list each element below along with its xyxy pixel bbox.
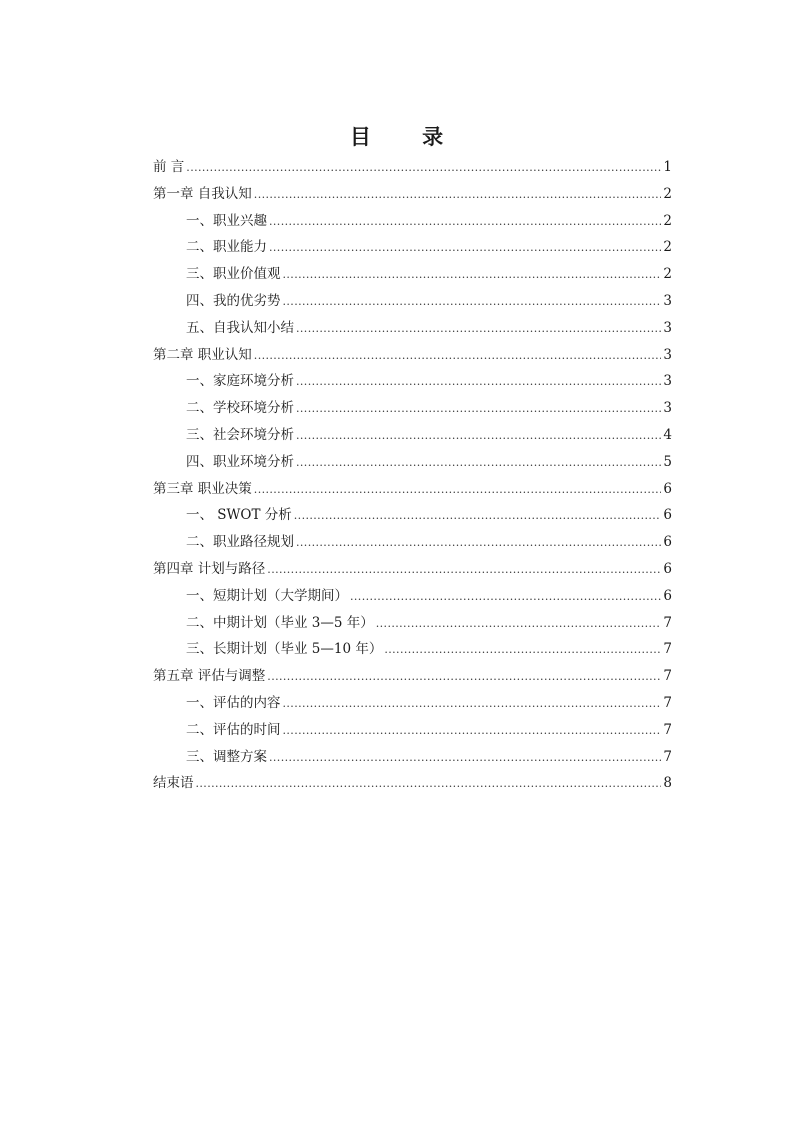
dot-leader	[254, 476, 662, 503]
dot-leader	[254, 342, 662, 369]
toc-page-number: 6	[663, 480, 672, 497]
toc-section-entry[interactable]	[153, 583, 672, 610]
page-title: 目 录	[349, 124, 466, 149]
toc-chapter-entry[interactable]	[153, 770, 672, 797]
toc-entry-title: 第五章 评估与调整	[153, 668, 266, 685]
dot-leader	[267, 663, 661, 690]
toc-section-entry[interactable]	[153, 422, 672, 449]
toc-section-entry[interactable]	[153, 610, 672, 637]
toc-entry-title: 二、中期计划（毕业 3—5 年）	[186, 614, 374, 631]
toc-section-entry[interactable]	[153, 529, 672, 556]
dot-leader	[350, 583, 661, 610]
toc-entry-title: 第三章 职业决策	[153, 480, 252, 497]
toc-entry-title: 二、评估的时间	[186, 721, 281, 738]
toc-page-number: 7	[663, 641, 672, 658]
toc-page-number: 3	[663, 292, 672, 309]
toc-section-entry[interactable]	[153, 744, 672, 771]
toc-page-number: 2	[663, 239, 672, 256]
dot-leader	[283, 717, 662, 744]
toc-entry-title: 结束语	[153, 775, 194, 792]
toc-section-entry[interactable]	[153, 717, 672, 744]
toc-entry-title: 三、职业价值观	[186, 266, 281, 283]
toc-entry-title: 三、社会环境分析	[186, 426, 294, 443]
toc-entry-title: 三、调整方案	[186, 748, 267, 765]
toc-page-number: 7	[663, 748, 672, 765]
toc-entry-title: 一、职业兴趣	[186, 212, 267, 229]
dot-leader	[296, 422, 661, 449]
toc-page-number: 7	[663, 614, 672, 631]
dot-leader	[254, 181, 662, 208]
dot-leader	[296, 368, 661, 395]
toc-chapter-entry[interactable]	[153, 342, 672, 369]
dot-leader	[294, 502, 662, 529]
toc-section-entry[interactable]	[153, 234, 672, 261]
toc-entry-title: 一、短期计划（大学期间）	[186, 587, 348, 604]
toc-entry-title: 第四章 计划与路径	[153, 560, 266, 577]
toc-chapter-entry[interactable]	[153, 154, 672, 181]
toc-section-entry[interactable]	[153, 449, 672, 476]
toc-page-number: 6	[663, 507, 672, 524]
toc-entry-title: 二、职业路径规划	[186, 534, 294, 551]
toc-entry-title: 第一章 自我认知	[153, 185, 252, 202]
dot-leader	[296, 395, 661, 422]
toc-page-number: 6	[663, 560, 672, 577]
toc-chapter-entry[interactable]	[153, 663, 672, 690]
dot-leader	[196, 770, 662, 797]
table-of-contents	[153, 154, 672, 797]
toc-page-number: 3	[663, 373, 672, 390]
toc-entry-title: 二、学校环境分析	[186, 400, 294, 417]
dot-leader	[283, 288, 662, 315]
toc-page-number: 3	[663, 346, 672, 363]
toc-entry-title: 四、我的优劣势	[186, 292, 281, 309]
toc-page-number: 2	[663, 212, 672, 229]
toc-page-number: 6	[663, 587, 672, 604]
toc-section-entry[interactable]	[153, 261, 672, 288]
toc-chapter-entry[interactable]	[153, 181, 672, 208]
dot-leader	[269, 208, 661, 235]
toc-page-number: 3	[663, 319, 672, 336]
dot-leader	[376, 610, 662, 637]
dot-leader	[269, 744, 661, 771]
toc-entry-title: 一、评估的内容	[186, 694, 281, 711]
toc-section-entry[interactable]	[153, 690, 672, 717]
dot-leader	[269, 234, 661, 261]
toc-page-number: 6	[663, 534, 672, 551]
toc-entry-title: 二、职业能力	[186, 239, 267, 256]
toc-page-number: 4	[663, 426, 672, 443]
toc-entry-title: 一、家庭环境分析	[186, 373, 294, 390]
toc-section-entry[interactable]	[153, 315, 672, 342]
dot-leader	[186, 154, 661, 181]
toc-page-number: 1	[663, 159, 672, 175]
dot-leader	[296, 529, 661, 556]
toc-entry-title: 四、职业环境分析	[186, 453, 294, 470]
toc-page-number: 7	[663, 721, 672, 738]
toc-entry-title: 三、长期计划（毕业 5—10 年）	[186, 641, 383, 658]
toc-section-entry[interactable]	[153, 288, 672, 315]
toc-page-number: 3	[663, 400, 672, 417]
toc-page-number: 5	[663, 453, 672, 470]
toc-entry-title: 第二章 职业认知	[153, 346, 252, 363]
toc-entry-title: 一、 SWOT 分析	[186, 507, 292, 524]
toc-page-number: 7	[663, 694, 672, 711]
toc-section-entry[interactable]	[153, 368, 672, 395]
toc-page-number: 2	[663, 266, 672, 283]
toc-entry-title: 五、自我认知小结	[186, 319, 294, 336]
toc-section-entry[interactable]	[153, 395, 672, 422]
toc-page-number: 7	[663, 668, 672, 685]
dot-leader	[267, 556, 661, 583]
dot-leader	[384, 636, 661, 663]
dot-leader	[283, 690, 662, 717]
dot-leader	[283, 261, 662, 288]
toc-chapter-entry[interactable]	[153, 556, 672, 583]
toc-section-entry[interactable]	[153, 208, 672, 235]
toc-chapter-entry[interactable]	[153, 476, 672, 503]
toc-section-entry[interactable]	[153, 502, 672, 529]
dot-leader	[296, 315, 661, 342]
toc-page-number: 2	[663, 185, 672, 202]
toc-page-number: 8	[663, 775, 672, 792]
dot-leader	[296, 449, 661, 476]
toc-entry-title: 前 言	[153, 159, 185, 175]
toc-section-entry[interactable]	[153, 636, 672, 663]
